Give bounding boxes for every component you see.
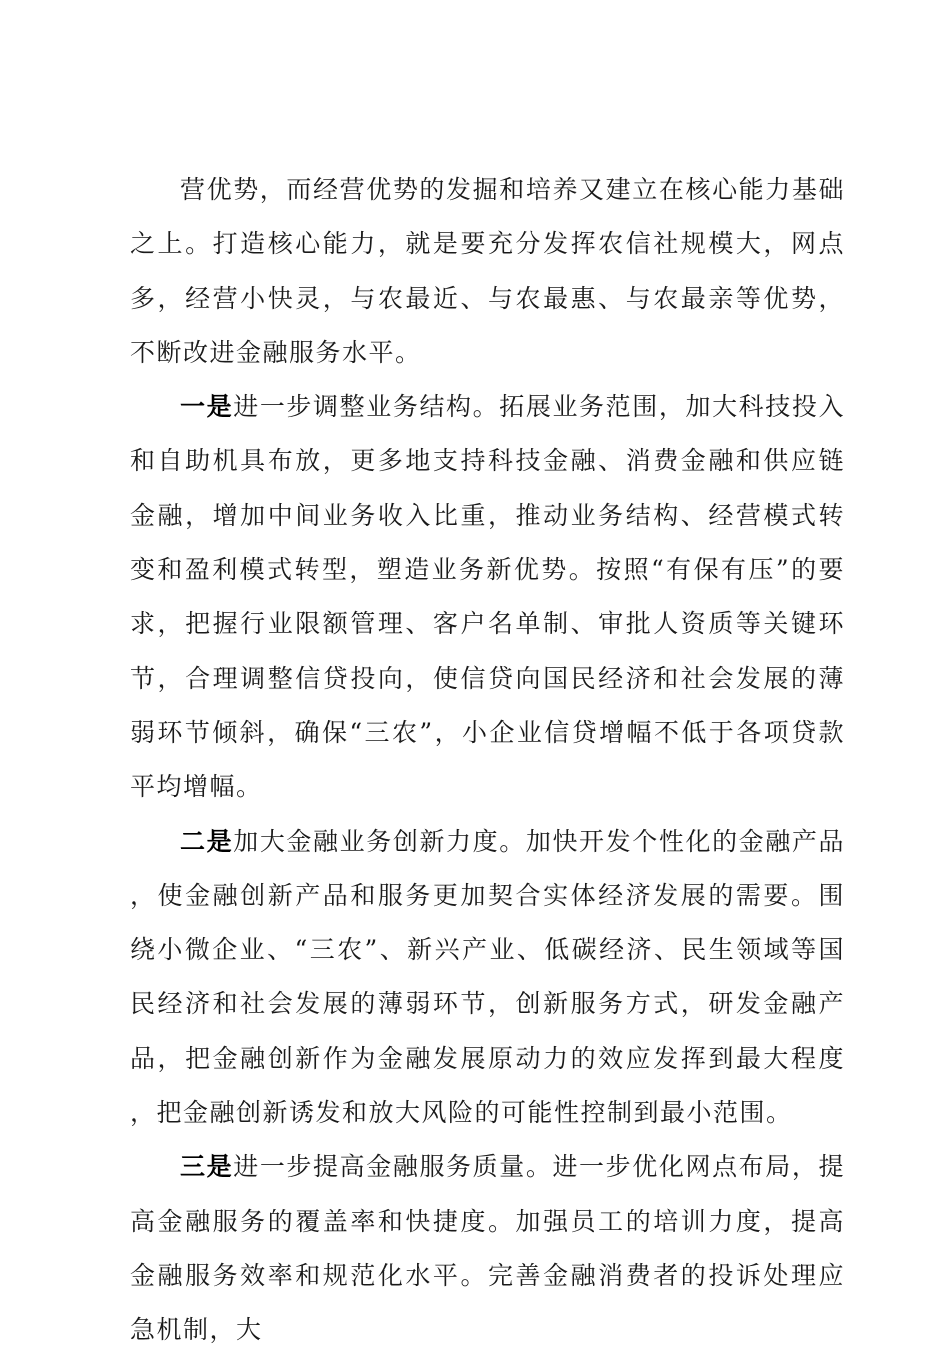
paragraph-point-two (130, 815, 845, 1141)
paragraph-point-three (130, 1140, 845, 1357)
paragraph-intro (130, 163, 845, 380)
paragraph-point-one (130, 380, 845, 814)
paragraph-point-one-lead: 一是 (180, 392, 234, 422)
paragraph-point-one-text: 进一步调整业务结构。拓展业务范围，加大科技投入和自助机具布放，更多地支持科技金融、消费金融和供应链金融，增加中间业务收入比重，推动业务结构、经营模式转变和盈利模式转型，塑造业务新优势。按照“有保有压”的要求，把握行业限额管理、客户名单制、审批人资质等关键环节，合理调整信贷投向，使信贷向国民经济和社会发展的薄弱环节倾斜，确保“三农”，小企业信贷增幅不低于各项贷款平均增幅。 (130, 392, 845, 802)
paragraph-intro-text: 营优势，而经营优势的发掘和培养又建立在核心能力基础之上。打造核心能力，就是要充分发挥农信社规模大，网点多，经营小快灵，与农最近、与农最惠、与农最亲等优势，不断改进金融服务水平。 (130, 175, 845, 367)
paragraph-point-three-lead: 三是 (180, 1152, 234, 1182)
paragraph-point-three-text: 进一步提高金融服务质量。进一步优化网点布局，提高金融服务的覆盖率和快捷度。加强员工的培训力度，提高金融服务效率和规范化水平。完善金融消费者的投诉处理应急机制，大 (130, 1152, 845, 1345)
document-body (130, 163, 845, 1358)
paragraph-point-two-text: 加大金融业务创新力度。加快开发个性化的金融产品，使金融创新产品和服务更加契合实体经济发展的需要。围绕小微企业、“三农”、新兴产业、低碳经济、民生领域等国民经济和社会发展的薄弱环节，创新服务方式，研发金融产品，把金融创新作为金融发展原动力的效应发挥到最大程度，把金融创新诱发和放大风险的可能性控制到最小范围。 (130, 826, 845, 1128)
paragraph-point-two-lead: 二是 (180, 826, 234, 856)
